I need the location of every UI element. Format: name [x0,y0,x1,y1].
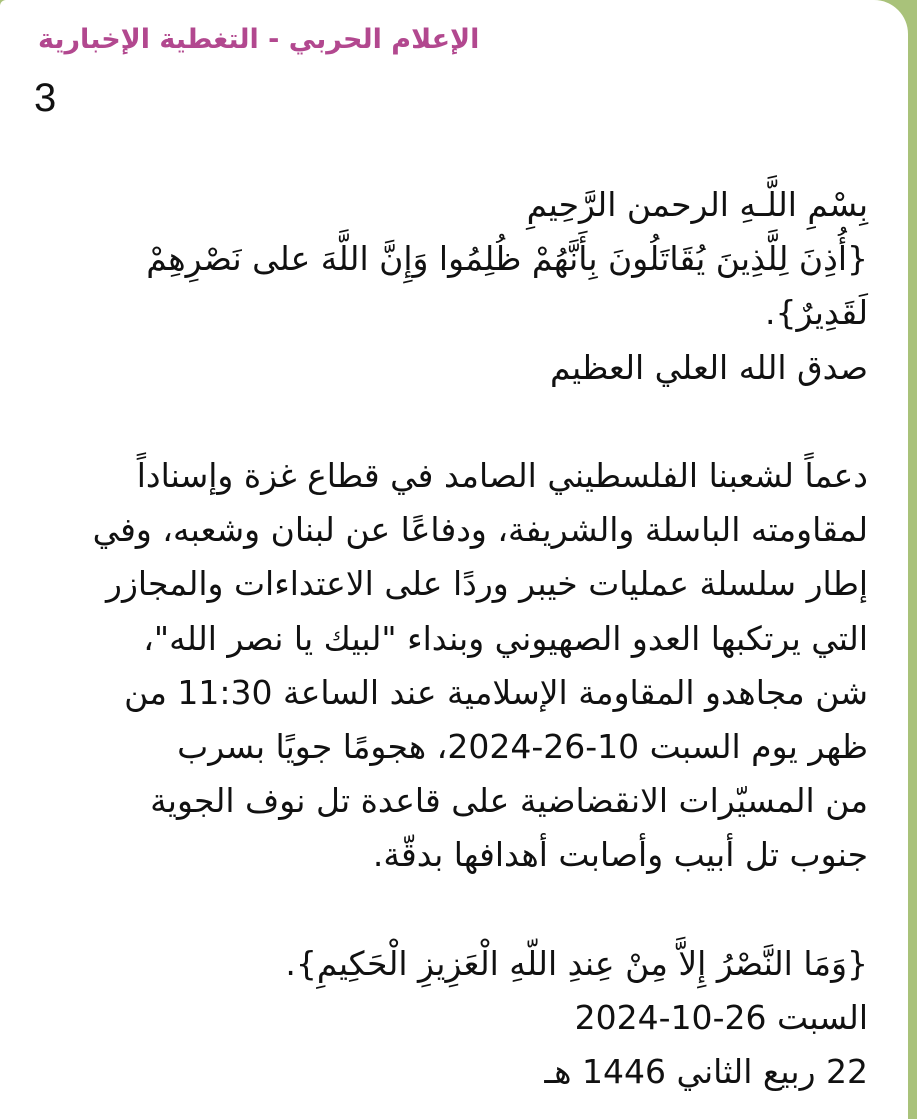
message-line: صدق الله العلي العظيم [550,347,868,387]
message-line: شن مجاهدو المقاومة الإسلامية عند الساعة 11:30 من [124,672,868,712]
paragraph-gap [34,395,868,449]
message-line: من المسيّرات الانقضاضية على قاعدة تل نوف الجوية [150,781,868,821]
message-line: إطار سلسلة عمليات خيبر وردًا على الاعتداءات والمجازر [106,564,868,604]
message-line: بِسْمِ اللَّـهِ الرحمن الرَّحِيمِ [526,185,868,224]
chat-background-edge [908,0,917,1119]
channel-name[interactable]: الإعلام الحربي - التغطية الإخبارية [38,24,480,55]
message-line: {أُذِنَ لِلَّذِينَ يُقَاتَلُونَ بِأَنَّهُمْ ظُلِمُوا وَإِنَّ اللَّهَ على نَصْرِهِمْ [146,239,868,279]
message-hijri-date-line: 22 ربيع الثاني 1446 هـ [544,1052,868,1092]
message-line: التي يرتكبها العدو الصهيوني وبنداء "لبيك يا نصر الله"، [143,618,868,658]
message-line: جنوب تل أبيب وأصابت أهدافها بدقّة. [372,835,868,875]
message-line: دعماً لشعبنا الفلسطيني الصامد في قطاع غزة وإسناداً [136,456,868,495]
message-line: لَقَدِيرٌ}. [765,293,868,333]
message-counter: 3 [34,76,57,120]
message-line: {وَمَا النَّصْرُ إِلاَّ مِنْ عِندِ اللّهِ الْعَزِيزِ الْحَكِيمِ}. [285,943,868,983]
message-date-line: السبت 26-10-2024 [574,998,868,1038]
message-line: لمقاومته الباسلة والشريفة، ودفاعًا عن لبنان وشعبه، وفي [92,510,868,550]
paragraph-gap [34,883,868,937]
message-line: ظهر يوم السبت 10-26-2024، هجومًا جويًا بسرب [177,727,868,767]
message-text [34,178,868,1099]
